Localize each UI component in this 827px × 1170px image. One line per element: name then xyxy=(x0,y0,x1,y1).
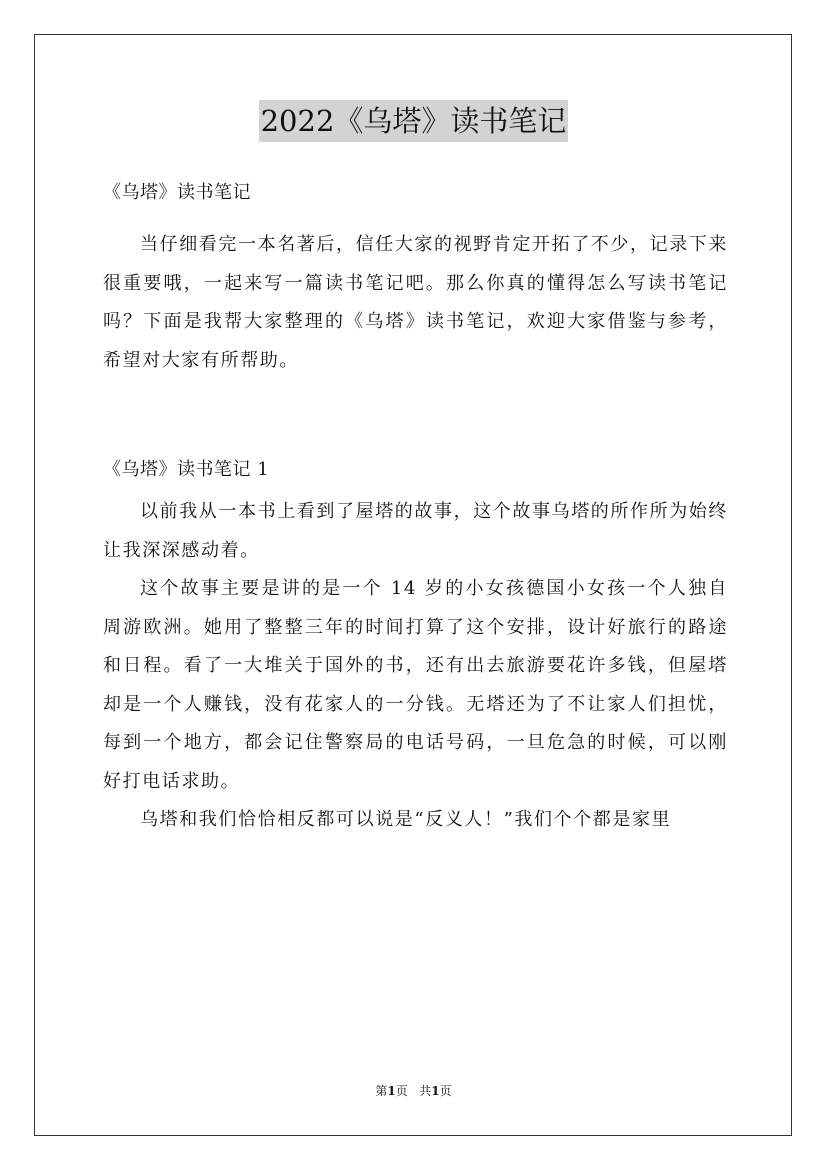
page-number: 1 xyxy=(387,1084,396,1098)
document-body xyxy=(103,178,728,840)
body-paragraph: 这个故事主要是讲的是一个 14 岁的小女孩德国小女孩一个人独自周游欧洲。她用了整整三年的时间打算了这个安排，设计好旅行的路途和日程。看了一大堆关于国外的书，还有出去旅游要花许多钱，但屋塔却是一个人赚钱，没有花家人的一分钱。无塔还为了不让家人们担忧，每到一个地方，都会记住警察局的电话号码，一旦危急的时候，可以刚好打电话求助。 xyxy=(103,578,728,792)
body-paragraph: 乌塔和我们恰恰相反都可以说是“反义人！”我们个个都是家里 xyxy=(140,809,672,830)
title-container xyxy=(0,100,827,142)
document-title: 2022《乌塔》读书笔记 xyxy=(259,100,569,142)
section-heading: 《乌塔》读书笔记 1 xyxy=(103,459,270,480)
page-footer xyxy=(0,1083,827,1099)
body-paragraph: 以前我从一本书上看到了屋塔的故事，这个故事乌塔的所作所为始终让我深深感动着。 xyxy=(103,501,728,561)
total-label: 共 xyxy=(419,1084,432,1098)
total-pages: 1 xyxy=(431,1084,440,1098)
total-suffix: 页 xyxy=(439,1084,452,1098)
page-label: 第 xyxy=(375,1084,388,1098)
intro-paragraph: 当仔细看完一本名著后，信任大家的视野肯定开拓了不少，记录下来很重要哦，一起来写一篇读书笔记吧。那么你真的懂得怎么写读书笔记吗？下面是我帮大家整理的《乌塔》读书笔记，欢迎大家借鉴与参考，希望对大家有所帮助。 xyxy=(103,234,728,371)
intro-heading: 《乌塔》读书笔记 xyxy=(103,182,251,203)
page-suffix: 页 xyxy=(395,1084,408,1098)
